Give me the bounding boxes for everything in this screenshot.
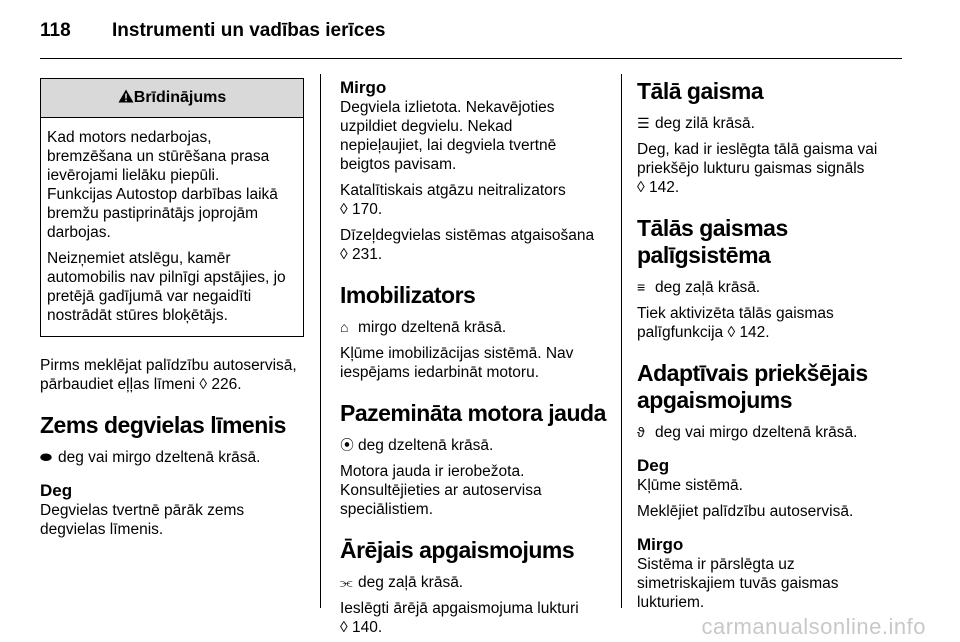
immobilizer-status-line: ⌂ mirgo dzeltenā krāsā. — [340, 319, 507, 336]
warning-title-text: Brīdinājums — [133, 89, 227, 106]
column-divider-2 — [621, 74, 622, 608]
heading-immobilizer: Imobilizators — [340, 282, 476, 308]
heading-mirgo-afl: Mirgo — [637, 535, 684, 554]
oil-level-paragraph: Pirms meklējat palīdzību autoservisā, pārbaudiet eļļas līmeni ◊ 226. — [40, 357, 297, 393]
fuel-status-line: ⬬ deg vai mirgo dzeltenā krāsā. — [40, 449, 261, 466]
header-rule — [40, 58, 902, 59]
adaptive-light-icon: ϑ — [637, 424, 645, 440]
exterior-text: Ieslēgti ārējā apgaismojuma lukturi ◊ 140. — [340, 600, 579, 636]
car-key-icon: ⌂ — [340, 319, 349, 335]
heading-high-beam: Tālā gaisma — [637, 78, 764, 104]
afl-status-line: ϑ deg vai mirgo dzeltenā krāsā. — [637, 424, 858, 441]
heading-deg: Deg — [40, 481, 73, 500]
mirgo-paragraph-3: Dīzeļdegvielas sistēmas atgaisošana ◊ 231. — [340, 227, 595, 263]
assist-text: Tiek aktivizēta tālās gaismas palīgfunkcija ◊ 142. — [637, 305, 834, 341]
engine-power-icon: ⦿ — [340, 437, 354, 453]
heading-high-beam-assist: Tālās gaismas palīgsistēma — [637, 215, 788, 268]
watermark: carmanualsonline.info — [701, 614, 926, 639]
warning-triangle-icon — [118, 89, 134, 103]
warning-body — [41, 118, 303, 336]
afl-mirgo-text: Sistēma ir pārslēgta uz simetriskajiem tuvās gaismas lukturiem. — [637, 556, 839, 611]
heading-exterior-light: Ārējais apgaismojums — [340, 537, 575, 563]
high-beam-icon: ☰ — [637, 115, 650, 131]
heading-adaptive-light: Adaptīvais priekšējais apgaismojums — [637, 360, 868, 413]
immobilizer-text: Kļūme imobilizācijas sistēmā. Nav iespējams iedarbināt motoru. — [340, 345, 574, 381]
warning-paragraph-1: Kad motors nedarbojas, bremzēšana un stūrēšana prasa ievērojami lielāku piepūli. Funkcijas Autostop darbības laikā bremžu pastiprinātājs joprojām darbojas. — [47, 129, 278, 241]
column-3 — [637, 78, 905, 612]
exterior-light-icon: ⫘ — [340, 574, 353, 590]
mirgo-paragraph-2: Katalītiskais atgāzu neitralizators ◊ 170. — [340, 182, 566, 218]
assist-status-line: ≡ deg zaļā krāsā. — [637, 279, 761, 296]
column-divider-1 — [320, 74, 321, 608]
heading-mirgo: Mirgo — [340, 78, 387, 97]
fuel-deg-text: Degvielas tvertnē pārāk zems degvielas līmenis. — [40, 502, 245, 538]
fuel-drop-icon: ⬬ — [40, 449, 52, 465]
afl-deg-text: Kļūme sistēmā. — [637, 477, 743, 494]
column-2 — [340, 78, 612, 637]
page-header — [40, 20, 385, 42]
heading-deg-afl: Deg — [637, 456, 670, 475]
heading-reduced-power: Pazemināta motora jauda — [340, 400, 606, 426]
page-number: 118 — [40, 20, 71, 41]
high-beam-status-line: ☰ deg zilā krāsā. — [637, 115, 755, 132]
heading-low-fuel: Zems degvielas līmenis — [40, 412, 286, 438]
power-text: Motora jauda ir ierobežota. Konsultējieties ar autoservisa speciālistiem. — [340, 463, 542, 518]
power-status-line: ⦿ deg dzeltenā krāsā. — [340, 437, 494, 454]
afl-deg-text-2: Meklējiet palīdzību autoservisā. — [637, 503, 854, 520]
exterior-status-line: ⫘ deg zaļā krāsā. — [340, 574, 464, 591]
high-beam-assist-icon: ≡ — [637, 279, 646, 295]
column-1 — [40, 78, 310, 546]
warning-title — [41, 79, 303, 118]
warning-paragraph-2: Neizņemiet atslēgu, kamēr automobilis nav pilnīgi apstājies, jo pretējā gadījumā var negaidīti nostrādāt stūres bloķētājs. — [47, 250, 286, 324]
mirgo-paragraph-1: Degviela izlietota. Nekavējoties uzpildiet degvielu. Nekad nepieļaujiet, lai degviela tvertnē beigtos pavisam. — [340, 99, 557, 173]
page-title: Instrumenti un vadības ierīces — [112, 20, 386, 41]
high-beam-text: Deg, kad ir ieslēgta tālā gaisma vai priekšējo lukturu gaismas signāls ◊ 142. — [637, 141, 878, 196]
warning-box — [40, 78, 304, 337]
